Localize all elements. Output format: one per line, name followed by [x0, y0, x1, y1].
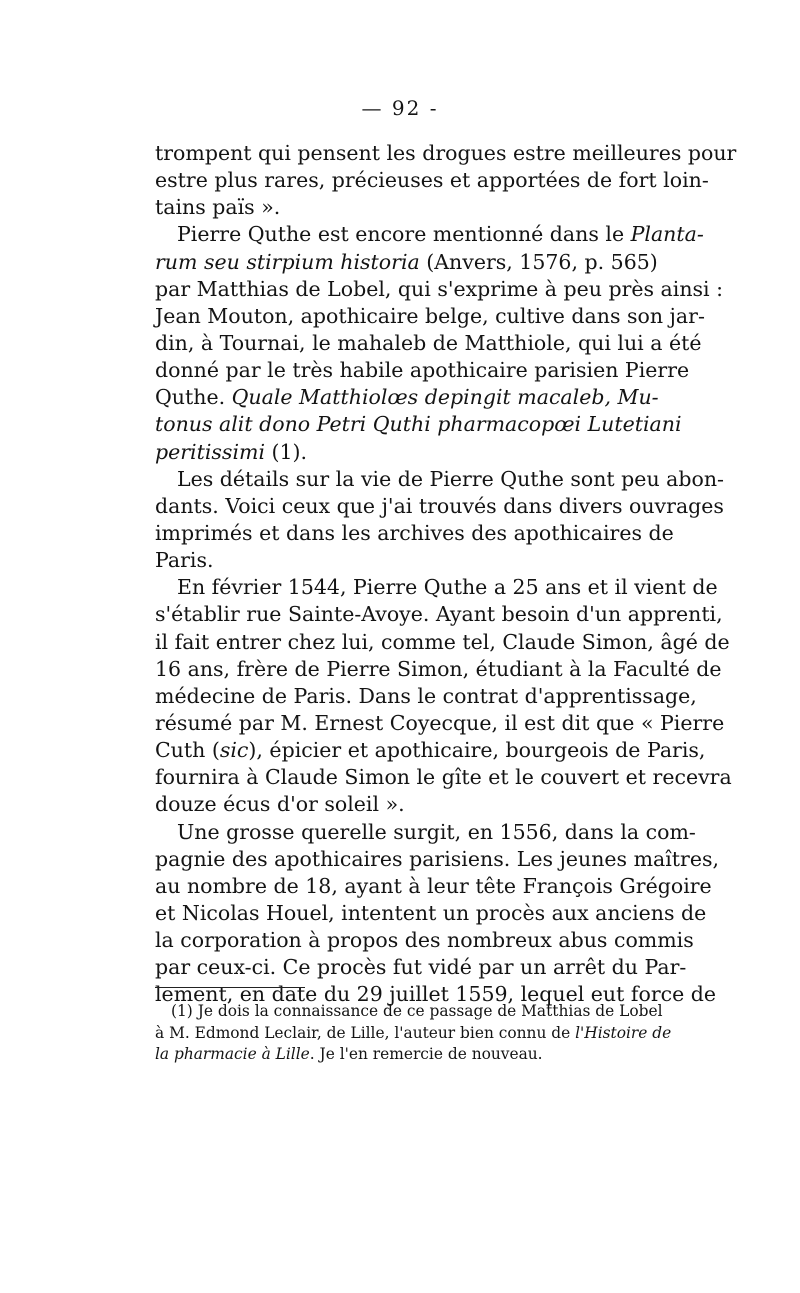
text-line: pagnie des apothicaires parisiens. Les jeunes maîtres,	[155, 846, 720, 871]
text-line: trompent qui pensent les drogues estre meilleures pour	[155, 141, 737, 165]
paragraph-first-line: Pierre Quthe est encore mentionné dans le Planta-	[177, 222, 704, 247]
text-line: donné par le très habile apothicaire parisien Pierre	[155, 358, 690, 383]
text-line: lement, en date du 29 juillet 1559, lequel eut force de	[155, 982, 716, 1007]
text-line: din, à Tournai, le mahaleb de Matthiole, qui lui a été	[155, 330, 702, 355]
text-line: il fait entrer chez lui, comme tel, Claude Simon, âgé de	[155, 629, 730, 654]
paragraph-first-line: Les détails sur la vie de Pierre Quthe sont peu abon-	[177, 466, 724, 491]
text-line: peritissimi (1).	[155, 439, 308, 464]
text-line: tains païs ».	[155, 195, 281, 220]
footnote-divider	[155, 987, 305, 988]
footnote-line: (1) Je dois la connaissance de ce passage de Matthias de Lobel	[171, 1002, 663, 1020]
text-line: tonus alit dono Petri Quthi pharmacopœi Lutetiani	[155, 412, 682, 437]
text-line: fournira à Claude Simon le gîte et le couvert et recevra	[155, 765, 732, 790]
text-line: résumé par M. Ernest Coyecque, il est dit que « Pierre	[155, 710, 725, 735]
text-line: et Nicolas Houel, intentent un procès aux anciens de	[155, 900, 707, 925]
text-line: 16 ans, frère de Pierre Simon, étudiant à la Faculté de	[155, 656, 722, 681]
text-line: douze écus d'or soleil ».	[155, 792, 405, 817]
paragraph-first-line: En février 1544, Pierre Quthe a 25 ans et il vient de	[177, 575, 718, 600]
text-line: estre plus rares, précieuses et apportées de fort loin-	[155, 168, 709, 193]
text-line: Cuth (sic), épicier et apothicaire, bourgeois de Paris,	[155, 738, 706, 763]
body-text	[155, 140, 737, 1009]
text-line: s'établir rue Sainte-Avoye. Ayant besoin d'un apprenti,	[155, 602, 723, 627]
footnote-line: à M. Edmond Leclair, de Lille, l'auteur bien connu de l'Histoire de	[155, 1023, 672, 1042]
paragraph-first-line: Une grosse querelle surgit, en 1556, dans la com-	[177, 819, 696, 844]
text-line: Quthe. Quale Matthiolœs depingit macaleb, Mu-	[155, 385, 659, 410]
footnote	[155, 1001, 672, 1066]
text-line: Jean Mouton, apothicaire belge, cultive dans son jar-	[155, 303, 705, 328]
page-number: — 92 -	[361, 96, 439, 120]
text-line: par Matthias de Lobel, qui s'exprime à peu près ainsi :	[155, 276, 724, 301]
text-line: la corporation à propos des nombreux abus commis	[155, 928, 694, 953]
text-line: médecine de Paris. Dans le contrat d'apprentissage,	[155, 683, 697, 708]
text-line: Paris.	[155, 548, 214, 573]
text-line: imprimés et dans les archives des apothicaires de	[155, 520, 674, 545]
text-line: au nombre de 18, ayant à leur tête François Grégoire	[155, 873, 712, 898]
text-line: par ceux-ci. Ce procès fut vidé par un arrêt du Par-	[155, 955, 687, 980]
text-line: rum seu stirpium historia (Anvers, 1576, p. 565)	[155, 249, 658, 274]
footnote-line: la pharmacie à Lille. Je l'en remercie de nouveau.	[155, 1045, 543, 1063]
text-line: dants. Voici ceux que j'ai trouvés dans divers ouvrages	[155, 493, 724, 518]
